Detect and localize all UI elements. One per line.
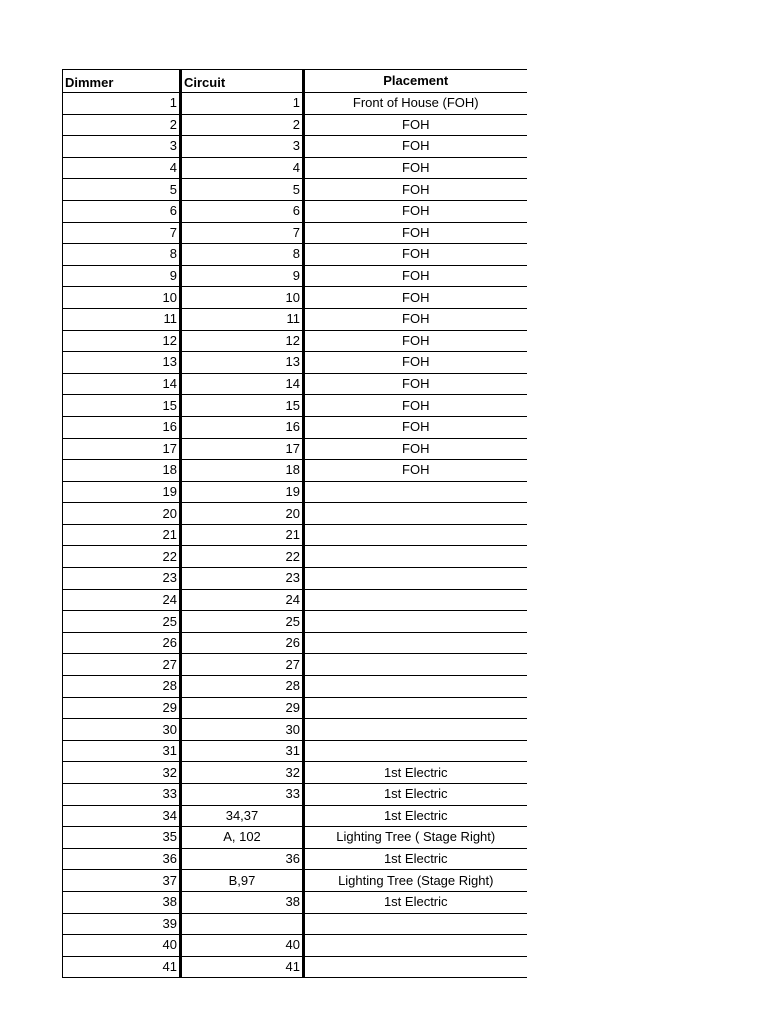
- circuit-cell: 27: [181, 654, 304, 676]
- circuit-cell: 32: [181, 762, 304, 784]
- placement-cell: FOH: [304, 157, 527, 179]
- table-row: [63, 395, 527, 417]
- header-row: [63, 70, 527, 93]
- placement-cell: Front of House (FOH): [304, 93, 527, 115]
- dimmer-cell: 27: [63, 654, 181, 676]
- circuit-cell: 6: [181, 200, 304, 222]
- dimmer-cell: 19: [63, 481, 181, 503]
- circuit-cell: 15: [181, 395, 304, 417]
- placement-cell: [304, 697, 527, 719]
- placement-cell: FOH: [304, 179, 527, 201]
- placement-cell: [304, 589, 527, 611]
- placement-cell: [304, 524, 527, 546]
- placement-cell: [304, 611, 527, 633]
- circuit-cell: 8: [181, 244, 304, 266]
- table-row: [63, 222, 527, 244]
- circuit-cell: 17: [181, 438, 304, 460]
- dimmer-cell: 10: [63, 287, 181, 309]
- circuit-cell: 33: [181, 784, 304, 806]
- circuit-cell: 20: [181, 503, 304, 525]
- dimmer-cell: 32: [63, 762, 181, 784]
- header-circuit: Circuit: [181, 70, 304, 93]
- placement-cell: FOH: [304, 244, 527, 266]
- placement-cell: 1st Electric: [304, 805, 527, 827]
- placement-cell: [304, 719, 527, 741]
- table-row: [63, 589, 527, 611]
- dimmer-cell: 13: [63, 352, 181, 374]
- header-dimmer: Dimmer: [63, 70, 181, 93]
- placement-cell: FOH: [304, 200, 527, 222]
- table-row: [63, 697, 527, 719]
- dimmer-cell: 5: [63, 179, 181, 201]
- circuit-cell: 16: [181, 416, 304, 438]
- placement-cell: [304, 740, 527, 762]
- dimmer-cell: 14: [63, 373, 181, 395]
- table-row: [63, 200, 527, 222]
- circuit-cell: 34,37: [181, 805, 304, 827]
- table-row: [63, 265, 527, 287]
- placement-cell: 1st Electric: [304, 762, 527, 784]
- placement-cell: Lighting Tree ( Stage Right): [304, 827, 527, 849]
- dimmer-cell: 29: [63, 697, 181, 719]
- placement-cell: FOH: [304, 287, 527, 309]
- placement-cell: FOH: [304, 352, 527, 374]
- placement-cell: FOH: [304, 416, 527, 438]
- circuit-cell: 2: [181, 114, 304, 136]
- placement-cell: [304, 632, 527, 654]
- circuit-cell: 19: [181, 481, 304, 503]
- circuit-cell: 11: [181, 308, 304, 330]
- circuit-cell: 14: [181, 373, 304, 395]
- header-placement: Placement: [304, 70, 527, 93]
- circuit-cell: 18: [181, 460, 304, 482]
- circuit-cell: 40: [181, 935, 304, 957]
- table-row: [63, 93, 527, 115]
- placement-cell: FOH: [304, 330, 527, 352]
- table-row: [63, 568, 527, 590]
- dimmer-cell: 2: [63, 114, 181, 136]
- table-row: [63, 136, 527, 158]
- circuit-cell: 12: [181, 330, 304, 352]
- dimmer-cell: 39: [63, 913, 181, 935]
- placement-cell: [304, 956, 527, 978]
- dimmer-cell: 22: [63, 546, 181, 568]
- dimmer-cell: 9: [63, 265, 181, 287]
- dimmer-cell: 7: [63, 222, 181, 244]
- circuit-cell: 23: [181, 568, 304, 590]
- circuit-cell: 30: [181, 719, 304, 741]
- table-row: [63, 913, 527, 935]
- dimmer-cell: 40: [63, 935, 181, 957]
- dimmer-cell: 21: [63, 524, 181, 546]
- table-row: [63, 373, 527, 395]
- table-row: [63, 762, 527, 784]
- circuit-cell: 21: [181, 524, 304, 546]
- placement-cell: FOH: [304, 438, 527, 460]
- placement-cell: FOH: [304, 373, 527, 395]
- placement-cell: [304, 503, 527, 525]
- dimmer-cell: 41: [63, 956, 181, 978]
- dimmer-cell: 23: [63, 568, 181, 590]
- table-row: [63, 114, 527, 136]
- placement-cell: [304, 676, 527, 698]
- placement-cell: 1st Electric: [304, 784, 527, 806]
- table-row: [63, 524, 527, 546]
- table-row: [63, 352, 527, 374]
- table-row: [63, 827, 527, 849]
- table-row: [63, 676, 527, 698]
- table-row: [63, 956, 527, 978]
- placement-cell: [304, 568, 527, 590]
- dimmer-cell: 18: [63, 460, 181, 482]
- circuit-cell: 25: [181, 611, 304, 633]
- dimmer-cell: 1: [63, 93, 181, 115]
- table-row: [63, 330, 527, 352]
- table-row: [63, 719, 527, 741]
- table-row: [63, 416, 527, 438]
- table-row: [63, 546, 527, 568]
- dimmer-cell: 35: [63, 827, 181, 849]
- table-row: [63, 935, 527, 957]
- placement-cell: 1st Electric: [304, 891, 527, 913]
- circuit-cell: 10: [181, 287, 304, 309]
- placement-cell: FOH: [304, 265, 527, 287]
- placement-cell: FOH: [304, 136, 527, 158]
- patch-sheet: [62, 69, 526, 978]
- table-row: [63, 784, 527, 806]
- circuit-cell: 13: [181, 352, 304, 374]
- circuit-cell: [181, 913, 304, 935]
- table-row: [63, 438, 527, 460]
- placement-cell: [304, 654, 527, 676]
- table-row: [63, 891, 527, 913]
- dimmer-cell: 31: [63, 740, 181, 762]
- circuit-cell: 41: [181, 956, 304, 978]
- placement-cell: [304, 935, 527, 957]
- dimmer-cell: 28: [63, 676, 181, 698]
- table-row: [63, 848, 527, 870]
- placement-cell: [304, 481, 527, 503]
- dimmer-cell: 12: [63, 330, 181, 352]
- table-row: [63, 481, 527, 503]
- table-row: [63, 308, 527, 330]
- circuit-cell: A, 102: [181, 827, 304, 849]
- dimmer-cell: 25: [63, 611, 181, 633]
- dimmer-cell: 16: [63, 416, 181, 438]
- dimmer-cell: 30: [63, 719, 181, 741]
- table-row: [63, 740, 527, 762]
- table-row: [63, 654, 527, 676]
- dimmer-cell: 37: [63, 870, 181, 892]
- circuit-cell: B,97: [181, 870, 304, 892]
- circuit-cell: 24: [181, 589, 304, 611]
- placement-cell: [304, 546, 527, 568]
- dimmer-cell: 34: [63, 805, 181, 827]
- table-row: [63, 805, 527, 827]
- placement-cell: FOH: [304, 308, 527, 330]
- table-row: [63, 287, 527, 309]
- table-row: [63, 632, 527, 654]
- circuit-cell: 5: [181, 179, 304, 201]
- placement-cell: 1st Electric: [304, 848, 527, 870]
- table-row: [63, 611, 527, 633]
- dimmer-cell: 6: [63, 200, 181, 222]
- circuit-cell: 4: [181, 157, 304, 179]
- circuit-cell: 3: [181, 136, 304, 158]
- table-row: [63, 460, 527, 482]
- dimmer-cell: 8: [63, 244, 181, 266]
- circuit-cell: 26: [181, 632, 304, 654]
- circuit-cell: 9: [181, 265, 304, 287]
- table-row: [63, 244, 527, 266]
- table-row: [63, 179, 527, 201]
- circuit-cell: 22: [181, 546, 304, 568]
- placement-cell: FOH: [304, 395, 527, 417]
- circuit-cell: 28: [181, 676, 304, 698]
- dimmer-cell: 15: [63, 395, 181, 417]
- dimmer-cell: 26: [63, 632, 181, 654]
- circuit-cell: 38: [181, 891, 304, 913]
- dimmer-cell: 33: [63, 784, 181, 806]
- dimmer-cell: 20: [63, 503, 181, 525]
- dimmer-cell: 24: [63, 589, 181, 611]
- table-body: [63, 93, 527, 978]
- dimmer-cell: 11: [63, 308, 181, 330]
- dimmer-cell: 4: [63, 157, 181, 179]
- circuit-cell: 7: [181, 222, 304, 244]
- placement-cell: Lighting Tree (Stage Right): [304, 870, 527, 892]
- dimmer-cell: 36: [63, 848, 181, 870]
- dimmer-patch-table: [62, 69, 527, 978]
- circuit-cell: 36: [181, 848, 304, 870]
- placement-cell: [304, 913, 527, 935]
- table-row: [63, 503, 527, 525]
- circuit-cell: 1: [181, 93, 304, 115]
- placement-cell: FOH: [304, 460, 527, 482]
- circuit-cell: 31: [181, 740, 304, 762]
- dimmer-cell: 3: [63, 136, 181, 158]
- dimmer-cell: 38: [63, 891, 181, 913]
- dimmer-cell: 17: [63, 438, 181, 460]
- placement-cell: FOH: [304, 114, 527, 136]
- table-row: [63, 870, 527, 892]
- placement-cell: FOH: [304, 222, 527, 244]
- table-row: [63, 157, 527, 179]
- circuit-cell: 29: [181, 697, 304, 719]
